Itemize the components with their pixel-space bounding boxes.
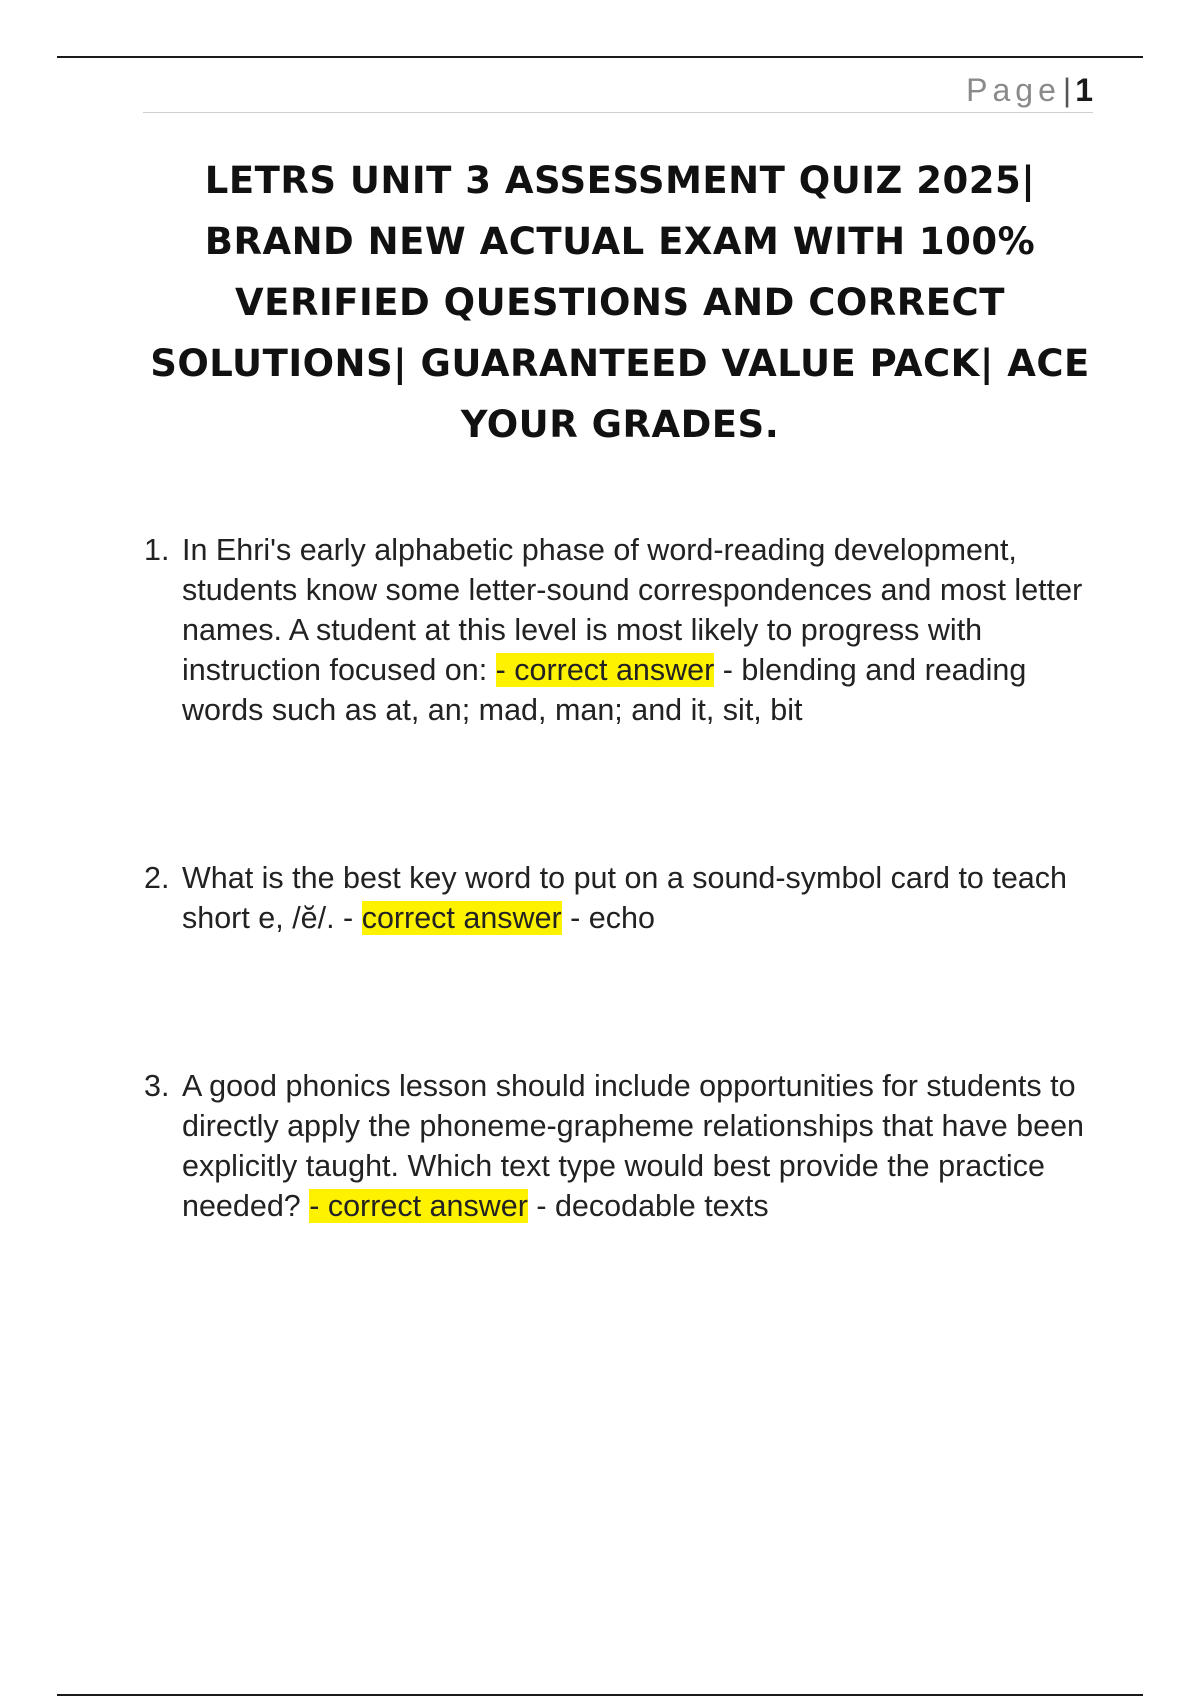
page-separator: | — [1062, 72, 1072, 108]
document-title: LETRS UNIT 3 ASSESSMENT QUIZ 2025| BRAND NEW ACTUAL EXAM WITH 100% VERIFIED QUESTIONS AND CORRECT SOLUTIONS| GUARANTEED VALUE PACK| ACE YOUR GRADES. — [150, 159, 1090, 446]
question-2 — [144, 858, 1104, 938]
answer-text: - blending and reading words such as at, an; mad, man; and it, sit, bit — [182, 653, 1027, 727]
question-text — [182, 1066, 1104, 1226]
answer-text: - echo — [561, 901, 655, 935]
page-label: Page — [966, 72, 1061, 108]
question-prompt: A good phonics lesson should include opportunities for students to directly apply the phoneme-grapheme relationships that have been explicitly taught. Which text type would best provide the practice needed? — [182, 1069, 1085, 1223]
correct-answer-marker: correct answer — [361, 901, 562, 935]
answer-text: - decodable texts — [527, 1189, 769, 1223]
question-number: 1. — [144, 533, 170, 567]
bottom-rule — [57, 1694, 1143, 1696]
correct-answer-marker: - correct answer — [495, 653, 715, 687]
question-number: 3. — [144, 1069, 170, 1103]
page-header — [143, 68, 1093, 113]
question-text — [182, 530, 1104, 730]
correct-answer-marker: - correct answer — [309, 1189, 528, 1223]
page-number: 1 — [1075, 72, 1093, 108]
question-text — [182, 858, 1104, 938]
question-prompt: What is the best key word to put on a sound-symbol card to teach short e, /ĕ/. - — [182, 861, 1067, 935]
question-prompt: In Ehri's early alphabetic phase of word-reading development, students know some letter-sound correspondences and most letter names. A student at this level is most likely to progress with instruction focused on: — [182, 533, 1083, 687]
top-rule — [57, 56, 1143, 58]
question-3 — [144, 1066, 1104, 1226]
question-number: 2. — [144, 861, 170, 895]
question-1 — [144, 530, 1104, 730]
